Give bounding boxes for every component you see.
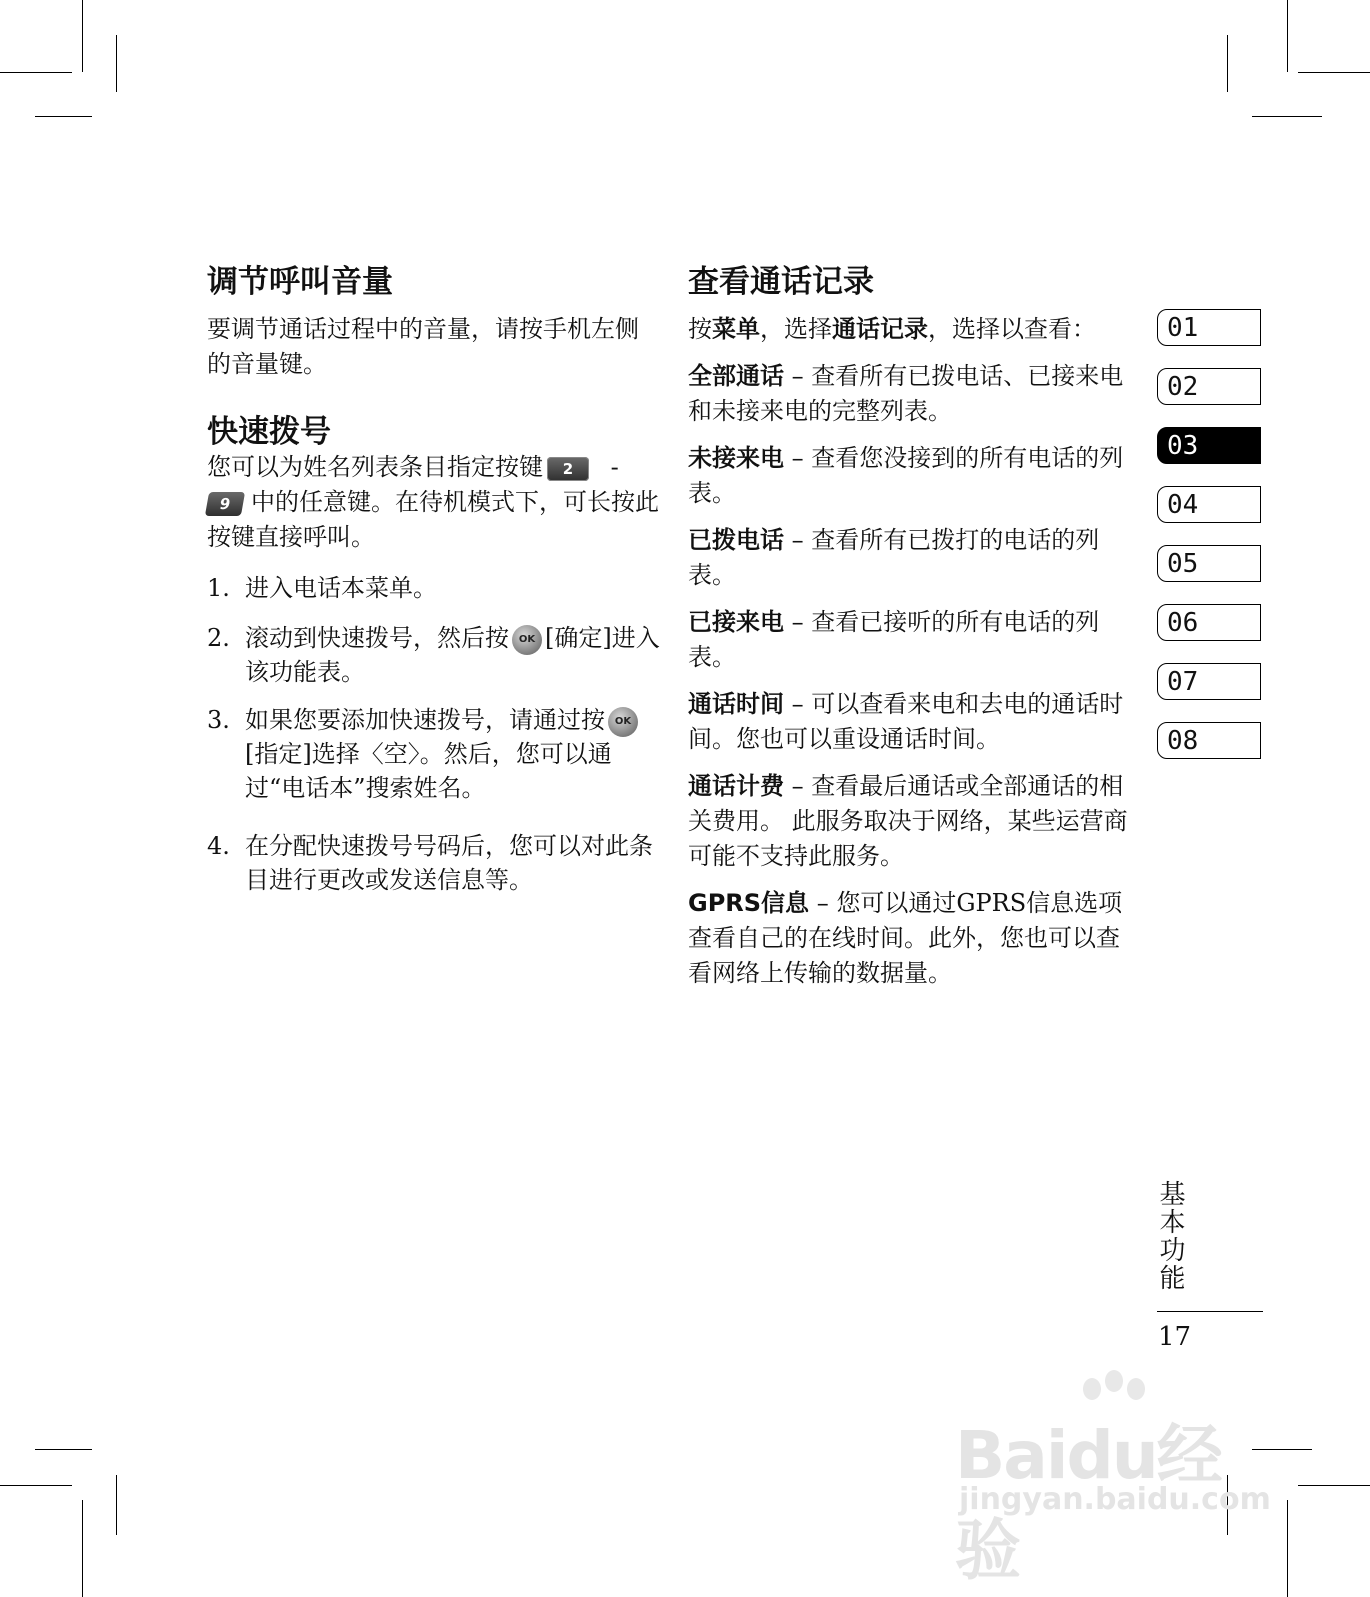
chapter-tab-01[interactable]: 01: [1157, 309, 1261, 346]
step-number: 1.: [207, 574, 230, 602]
crop-mark: [35, 1449, 92, 1450]
call-log-item: [688, 769, 1133, 874]
crop-mark: [1287, 0, 1288, 72]
list-item: [207, 621, 662, 689]
call-log-item: [688, 441, 1133, 511]
intro-text-a: 按: [688, 315, 712, 343]
call-log-intro: [688, 312, 1133, 347]
item-term: 未接来电: [688, 444, 784, 472]
crop-mark: [1298, 1485, 1370, 1486]
step-text-b: [指定]选择〈空〉。然后，您可以通过“电话本”搜索姓名。: [245, 740, 612, 802]
intro-text-b: ，选择: [760, 315, 832, 343]
watermark-logo: Baidu经验: [955, 1417, 1221, 1589]
menu-term: 菜单: [712, 315, 760, 343]
section-title-call-volume: 调节呼叫音量: [207, 264, 393, 300]
step-text: 如果您要添加快速拨号，请通过按: [245, 706, 605, 734]
chapter-tab-08[interactable]: 08: [1157, 722, 1261, 759]
page-number: 17: [1158, 1322, 1192, 1352]
speed-dial-intro: [207, 450, 662, 555]
crop-mark: [1227, 35, 1228, 92]
item-term: 全部通话: [688, 362, 784, 390]
call-log-term: 通话记录: [832, 315, 928, 343]
chapter-tab-04[interactable]: 04: [1157, 486, 1261, 523]
list-item: [207, 829, 662, 897]
speed-dial-steps: [207, 571, 662, 897]
item-desc: – 查看最后通话或全部通话的相关费用。 此服务取决于网络，某些运营商可能不支持此服务。: [688, 772, 1128, 870]
paw-icon: [1083, 1378, 1101, 1400]
paw-icon: [1105, 1370, 1123, 1392]
section-title-speed-dial: 快速拨号: [207, 414, 331, 450]
key-9-icon: 9: [205, 492, 245, 516]
step-text: 进入电话本菜单。: [245, 574, 437, 602]
step-number: 2.: [207, 624, 230, 652]
page-number-rule: [1157, 1311, 1263, 1312]
item-term: 通话时间: [688, 690, 784, 718]
watermark-url: jingyan.baidu.com: [959, 1482, 1271, 1517]
crop-mark: [0, 1485, 72, 1486]
call-log-item: [688, 687, 1133, 757]
item-term: 通话计费: [688, 772, 784, 800]
chapter-tab-05[interactable]: 05: [1157, 545, 1261, 582]
chapter-tab-03[interactable]: 03: [1157, 427, 1261, 464]
item-desc: – 您可以通过GPRS信息选项查看自己的在线时间。此外，您也可以查看网络上传输的数据量。: [688, 889, 1123, 987]
step-text: 滚动到快速拨号，然后按: [245, 624, 509, 652]
crop-mark: [0, 72, 72, 73]
item-desc: – 查看已接听的所有电话的列表。: [688, 608, 1100, 671]
list-item: [207, 571, 662, 605]
crop-mark: [1252, 116, 1322, 117]
step-text-b: [确定]进入该功能表。: [245, 624, 660, 686]
item-term: 已拨电话: [688, 526, 784, 554]
section-label: 基本功能: [1155, 1180, 1185, 1292]
chapter-tab-07[interactable]: 07: [1157, 663, 1261, 700]
crop-mark: [35, 116, 92, 117]
item-term: GPRS信息: [688, 889, 810, 917]
crop-mark: [1298, 72, 1370, 73]
list-item: [207, 703, 662, 805]
crop-mark: [116, 1475, 117, 1535]
call-log-item: [688, 359, 1133, 429]
right-column: [688, 262, 1133, 991]
chapter-tab-02[interactable]: 02: [1157, 368, 1261, 405]
step-number: 4.: [207, 832, 230, 860]
speed-dial-intro-a: 您可以为姓名列表条目指定按键: [207, 453, 543, 481]
chapter-tab-06[interactable]: 06: [1157, 604, 1261, 641]
baidu-watermark: [955, 1370, 1275, 1589]
item-desc: – 可以查看来电和去电的通话时间。您也可以重设通话时间。: [688, 690, 1124, 753]
crop-mark: [1287, 1500, 1288, 1597]
crop-mark: [82, 1500, 83, 1597]
intro-dash: -: [610, 453, 619, 481]
left-column: [207, 262, 662, 897]
call-log-item: [688, 886, 1133, 991]
section-title-call-log: 查看通话记录: [688, 264, 874, 300]
paw-icon: [1127, 1378, 1145, 1400]
crop-mark: [116, 35, 117, 92]
key-2-icon: 2: [547, 457, 589, 481]
item-desc: – 查看所有已拨打的电话的列表。: [688, 526, 1100, 589]
intro-text-c: ，选择以查看：: [928, 315, 1096, 343]
call-log-item: [688, 523, 1133, 593]
crop-mark: [82, 0, 83, 72]
item-term: 已接来电: [688, 608, 784, 636]
item-desc: – 查看您没接到的所有电话的列表。: [688, 444, 1124, 507]
item-desc: – 查看所有已拨电话、已接来电和未接来电的完整列表。: [688, 362, 1124, 425]
ok-key-icon: OK: [608, 707, 638, 737]
ok-key-icon: OK: [512, 625, 542, 655]
speed-dial-intro-b: 中的任意键。在待机模式下，可长按此按键直接呼叫。: [207, 488, 659, 551]
call-log-item: [688, 605, 1133, 675]
step-number: 3.: [207, 706, 230, 734]
step-text: 在分配快速拨号号码后，您可以对此条目进行更改或发送信息等。: [245, 832, 653, 894]
call-volume-text: 要调节通话过程中的音量，请按手机左侧的音量键。: [207, 315, 639, 378]
